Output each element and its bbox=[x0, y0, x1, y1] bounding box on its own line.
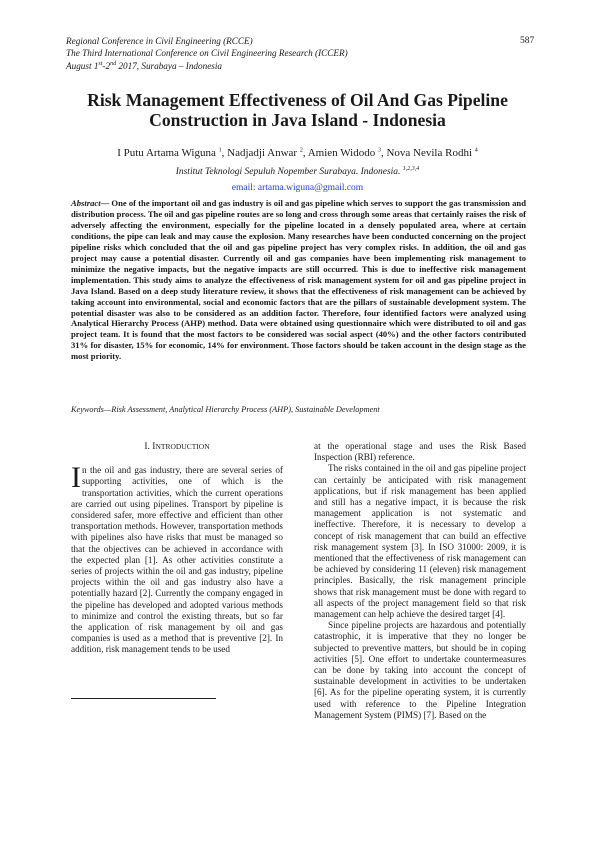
section-number: I. bbox=[144, 442, 153, 452]
author-sup: 2 bbox=[299, 147, 303, 154]
abstract bbox=[71, 198, 526, 362]
affiliation-sup: 1,2,3,4 bbox=[402, 166, 420, 172]
header-date-sup: st bbox=[98, 61, 103, 68]
author-name: , Amien Widodo bbox=[302, 147, 378, 159]
author-sup: 4 bbox=[474, 147, 478, 154]
header-date-part: -2 bbox=[102, 61, 111, 72]
author-sup: 1 bbox=[218, 147, 222, 154]
paper-title: Risk Management Effectiveness of Oil And Gas Pipeline Construction in Java Island - Indonesia bbox=[87, 90, 508, 130]
header-date bbox=[66, 59, 348, 73]
paragraph: at the operational stage and uses the Risk Based Inspection (RBI) reference. bbox=[314, 441, 526, 463]
email-link[interactable]: email: artama.wiguna@gmail.com bbox=[231, 183, 364, 193]
header-date-part: August 1 bbox=[66, 61, 99, 72]
section-title-rest: NTRODUCTION bbox=[155, 442, 210, 451]
author-sup: 3 bbox=[377, 147, 381, 154]
header-conference-2: The Third International Conference on Civil Engineering Research (ICCER) bbox=[66, 47, 348, 58]
author-name: I Putu Artama Wiguna bbox=[117, 147, 219, 159]
paragraph: The risks contained in the oil and gas pipeline project can certainly be anticipated with risk management applications, but if risk management has been applied and still has a negative impact, it is because the risk management application is not systematic and ineffective. Therefore, it is necessary to develop a concept of risk management that can build an effective risk management system [3]. In ISO 31000: 2009, it is mentioned that the effectiveness of risk management can be achieved by considering 11 (eleven) risk management principles. Basically, the risk management principle shows that risk management must be done with regard to all aspects of the project management field so that risk management can help achieve the desired target [4]. bbox=[314, 463, 526, 620]
author-name: , Nadjadji Anwar bbox=[221, 147, 300, 159]
right-column bbox=[314, 441, 526, 721]
section-title-cap: I bbox=[152, 442, 156, 452]
author-list bbox=[40, 147, 555, 159]
affiliation bbox=[40, 166, 555, 177]
paragraph bbox=[71, 461, 283, 655]
header-date-part: 2017, Surabaya – Indonesia bbox=[116, 61, 222, 72]
keywords: Keywords—Risk Assessment, Analytical Hierarchy Process (AHP), Sustainable Development bbox=[71, 405, 380, 414]
abstract-text: One of the important oil and gas industry is oil and gas pipeline which serves to support the gas transmission and distribution process. The oil and gas pipeline routes are so long and cross through some areas that certainly raises the risk of adversely affecting the environment, especially for the pipeline located in a densely populated area, where at certain conditions, the pipe can leak and may cause the explosion. Many researches have been conducted concerning on the project pipeline risks which concluded that the oil and gas pipeline project has very complex risks. In addition, the oil and gas project may cause a potential disaster. Currently oil and gas companies have been implementing risk management to minimize the negative impacts, but the negative impacts are still occurred. This is due to ineffective risk management implementation. This study aims to analyze the effectiveness of risk management system for oil and gas pipeline project in Java Island. Based on a deep study literature review, it shows that the effectiveness of risk management can be achieved by taking account into environmental, social and economic factors that are the pillars of sustainable development system. The potential disaster was also to be considered as an addition factor. Therefore, four identified factors were analyzed using Analytical Hierarchy Process (AHP) method. Data were obtained using questionnaire which were distributed to oil and gas project team. It is found that the most factors to be considered was social aspect (40%) and the other factors contributed 31% for disaster, 15% for economic, 14% for environment. Those factors should be taken account in the design stage as the most priority. bbox=[71, 198, 526, 362]
header-conference-1: Regional Conference in Civil Engineering (RCCE) bbox=[66, 36, 253, 46]
abstract-dash: — bbox=[100, 198, 112, 208]
footnote-rule bbox=[71, 698, 216, 699]
affiliation-text: Institut Teknologi Sepuluh Nopember Surabaya. Indonesia. bbox=[175, 167, 403, 178]
left-column bbox=[71, 441, 283, 656]
abstract-label: Abstract bbox=[71, 198, 101, 208]
paragraph-text: n the oil and gas industry, there are several series of supporting activities, one of which is the transportation activities, which the current operations are carried out using pipelines. Transport by pipeline is considered safer, more effective and efficient than other transportation methods. However, transportation methods with pipelines also have risks that must be managed so that the objectives can be achieved in accordance with the expected plan [1]. As other activities constitute a series of projects within the oil and gas industry, pipeline projects within the oil and gas industry also have a potentially hazard [2]. Currently the company engaged in the pipeline has developed and adopted various methods to minimize and control the existing threats, but so far the application of risk management by oil and gas companies is used as a method that is preventive [2]. In addition, risk management tends to be used bbox=[71, 465, 283, 655]
author-name: , Nova Nevila Rodhi bbox=[380, 147, 475, 159]
page-number: 587 bbox=[520, 36, 535, 46]
running-header bbox=[66, 36, 348, 73]
header-date-sup: nd bbox=[110, 61, 117, 68]
drop-cap: I bbox=[71, 461, 81, 495]
section-heading bbox=[71, 441, 283, 453]
paragraph: Since pipeline projects are hazardous and potentially catastrophic, it is imperative that they no longer be subjected to preventive matters, but should be in coping activities [5]. One effort to undertake countermeasures can be done by taking into account the concept of sustainable development in activities to be undertaken [6]. As for the pipeline operating system, it is currently used with reference to the Pipeline Integration Management System (PIMS) [7]. Based on the bbox=[314, 620, 526, 720]
